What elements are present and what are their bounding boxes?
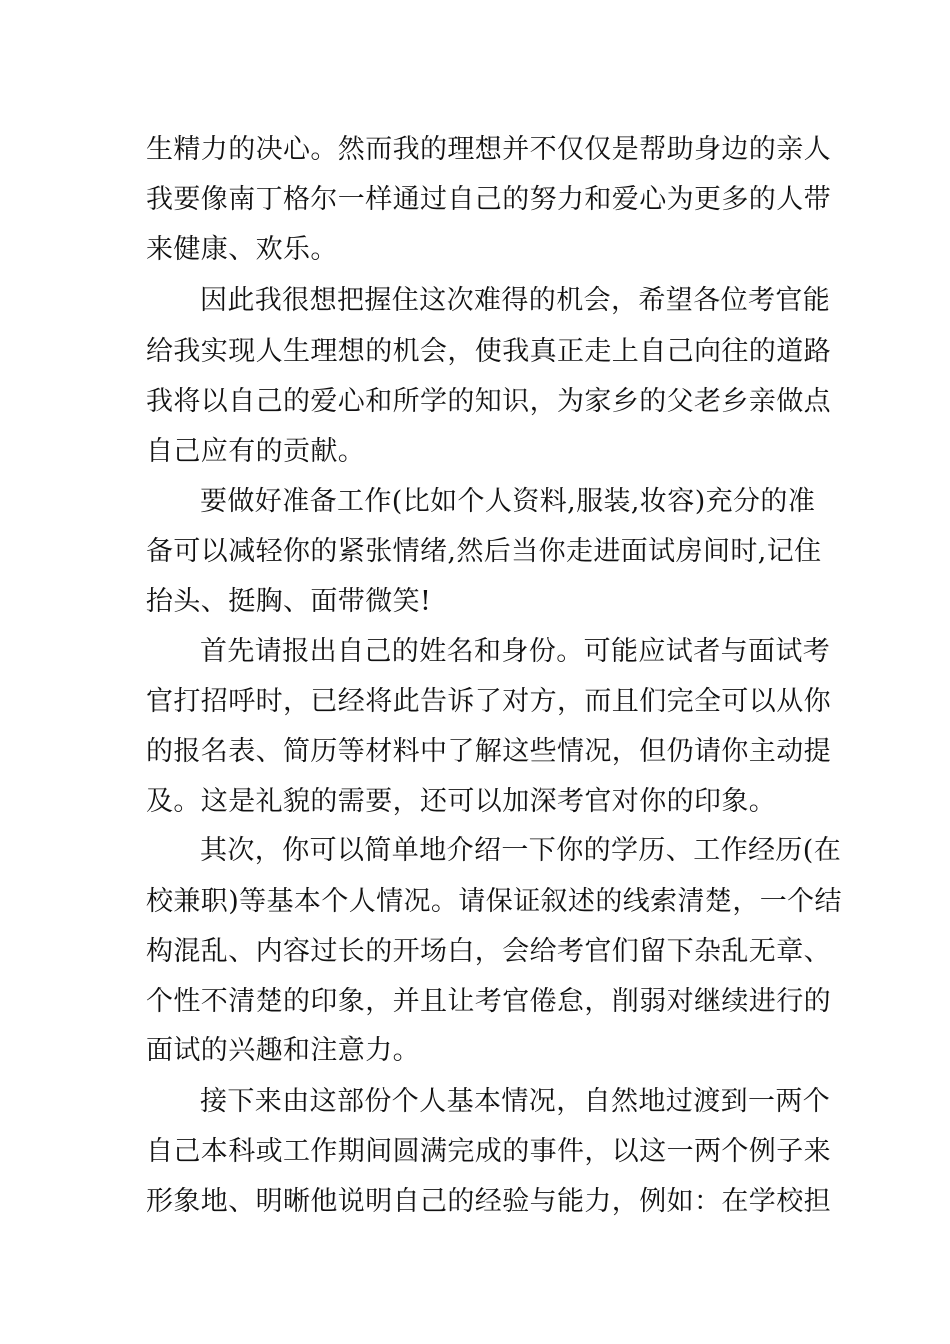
text-line: 其次，你可以简单地介绍一下你的学历、工作经历(在 [200,835,842,866]
text-line: 要做好准备工作(比如个人资料,服装,妆容)充分的准 [200,486,816,517]
text-line: 及。这是礼貌的需要，还可以加深考官对你的印象。 [146,786,777,817]
text-line: 自己应有的贡献。 [146,436,366,467]
text-line: 抬头、挺胸、面带微笑! [146,586,432,617]
text-line: 备可以减轻你的紧张情绪,然后当你走进面试房间时,记住 [146,536,822,567]
text-line: 来健康、欢乐。 [146,234,338,265]
text-line: 校兼职)等基本个人情况。请保证叙述的线索清楚，一个结 [146,886,842,917]
text-line: 我要像南丁格尔一样通过自己的努力和爱心为更多的人带 [146,184,831,215]
text-line: 自己本科或工作期间圆满完成的事件，以这一两个例子来 [146,1136,831,1167]
text-line: 我将以自己的爱心和所学的知识，为家乡的父老乡亲做点 [146,386,831,417]
text-line: 首先请报出自己的姓名和身份。可能应试者与面试考 [200,636,831,667]
text-line: 的报名表、简历等材料中了解这些情况，但仍请你主动提 [146,736,831,767]
text-line: 给我实现人生理想的机会，使我真正走上自己向往的道路 [146,336,831,367]
text-line: 官打招呼时，已经将此告诉了对方，而且们完全可以从你 [146,686,831,717]
text-line: 面试的兴趣和注意力。 [146,1035,420,1066]
text-line: 接下来由这部份个人基本情况，自然地过渡到一两个 [200,1086,831,1117]
text-line: 个性不清楚的印象，并且让考官倦怠，削弱对继续进行的 [146,986,831,1017]
text-line: 形象地、明晰他说明自己的经验与能力，例如：在学校担 [146,1186,831,1217]
text-line: 因此我很想把握住这次难得的机会，希望各位考官能 [200,285,831,316]
text-line: 生精力的决心。然而我的理想并不仅仅是帮助身边的亲人 [146,134,831,165]
text-line: 构混乱、内容过长的开场白，会给考官们留下杂乱无章、 [146,936,831,967]
